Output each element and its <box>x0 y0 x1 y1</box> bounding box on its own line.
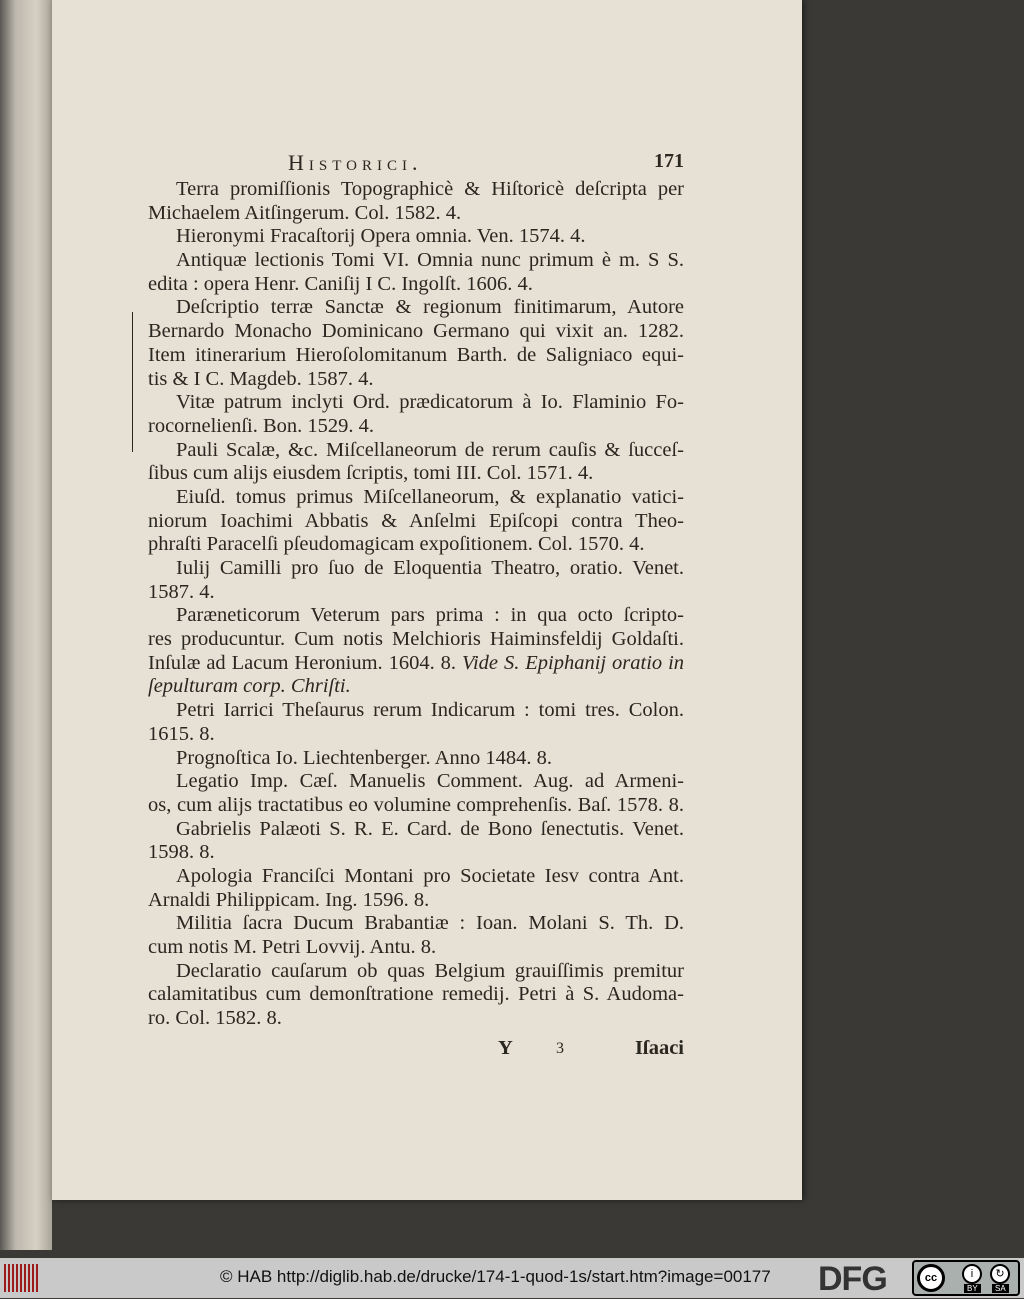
line-text: cum notis M. Petri Lovvij. Antu. 8. <box>148 936 437 958</box>
line-text: Pauli Scalæ, &c. Miſcellaneorum de rerum cauſis & ſucceſ- <box>176 438 684 461</box>
text-line <box>148 604 684 628</box>
page-footer <box>148 1037 684 1077</box>
text-line <box>148 770 684 794</box>
text-line <box>148 841 684 865</box>
line-text: os, cum alijs tractatibus eo volumine comprehenſis. Baſ. 1578. 8. <box>148 793 684 816</box>
text-line <box>148 818 684 842</box>
text-line <box>148 723 684 747</box>
text-line <box>148 983 684 1007</box>
line-text: Legatio Imp. Cæſ. Manuelis Comment. Aug. ad Armeni- <box>176 770 684 793</box>
line-text: Paræneticorum Veterum pars prima : in qua octo ſcripto- <box>176 604 684 627</box>
line-text: Vitæ patrum inclyti Ord. prædicatorum à Io. Flaminio Fo- <box>176 391 684 414</box>
text-line <box>148 865 684 889</box>
text-line <box>148 581 684 605</box>
line-text: rocornelienſi. Bon. 1529. 4. <box>148 414 375 437</box>
previous-page-edge <box>0 0 52 1250</box>
line-text: Terra promiſſionis Topographicè & Hiſtoricè deſcripta per <box>176 178 684 200</box>
text-line <box>148 699 684 723</box>
line-text: ſibus cum alijs eiusdem ſcriptis, tomi III. Col. 1571. 4. <box>148 462 594 485</box>
line-text: res producuntur. Cum notis Melchioris Haiminsfeldij Goldaſti. <box>148 628 684 651</box>
line-text: Prognoſtica Io. Liechtenberger. Anno 1484. 8. <box>176 746 552 769</box>
text-line <box>148 747 684 771</box>
text-line <box>148 652 684 676</box>
line-text: niorum Ioachimi Abbatis & Anſelmi Epiſcopi contra Theo- <box>148 509 684 532</box>
page-text <box>148 150 684 1077</box>
line-text: Arnaldi Philippicam. Ing. 1596. 8. <box>148 888 430 911</box>
by-label: BY <box>964 1284 981 1293</box>
line-text: Inſulæ ad Lacum Heronium. 1604. 8. <box>148 651 457 674</box>
line-text: Declaratio cauſarum ob quas Belgium grauiſſimis premitur <box>176 959 684 982</box>
line-text: Iulij Camilli pro ſuo de Eloquentia Theatro, oratio. Venet. <box>176 557 684 579</box>
footer-bar <box>0 1258 1024 1298</box>
text-line <box>148 557 684 581</box>
text-line <box>148 675 684 699</box>
cc-icon: cc <box>917 1264 945 1292</box>
sa-label: SA <box>992 1284 1009 1293</box>
text-line <box>148 960 684 984</box>
line-text: Gabrielis Palæoti S. R. E. Card. de Bono ſenectutis. Venet. <box>176 817 684 840</box>
margin-bracket <box>132 312 141 452</box>
text-lines <box>148 178 684 1031</box>
text-line <box>148 368 684 392</box>
text-line <box>148 320 684 344</box>
line-text: Bernardo Monacho Dominicano Germano qui vixit an. 1282. <box>148 320 684 343</box>
text-line <box>148 178 684 202</box>
line-text: phraſti Paracelſi pſeudomagicam expoſitionem. Col. 1570. 4. <box>148 533 645 556</box>
signature-number: 3 <box>556 1039 564 1057</box>
page-number: 171 <box>654 150 684 172</box>
text-line <box>148 628 684 652</box>
text-line <box>148 486 684 510</box>
text-line <box>148 249 684 273</box>
line-text: calamitatibus cum demonſtratione remedij. Petri à S. Audoma- <box>148 983 684 1006</box>
line-text: Deſcriptio terræ Sanctæ & regionum finitimarum, Autore <box>176 296 684 319</box>
by-icon: i <box>962 1264 982 1284</box>
line-text: Eiuſd. tomus primus Miſcellaneorum, & explanatio vatici- <box>176 485 684 508</box>
book-page <box>52 0 802 1200</box>
text-line <box>148 936 684 960</box>
text-line <box>148 415 684 439</box>
line-text: Hieronymi Fracaſtorij Opera omnia. Ven. 1574. 4. <box>176 225 586 248</box>
line-text: 1587. 4. <box>148 580 215 603</box>
page-header <box>148 150 684 178</box>
line-text: Item itinerarium Hieroſolomitanum Barth. de Saligniaco equi- <box>148 343 684 366</box>
line-text: tis & I C. Magdeb. 1587. 4. <box>148 367 374 390</box>
text-line <box>148 225 684 249</box>
signature-mark: Y <box>498 1036 513 1059</box>
cc-license-badge[interactable] <box>912 1260 1020 1296</box>
line-text: Michaelem Aitſingerum. Col. 1582. 4. <box>148 201 462 224</box>
text-line <box>148 296 684 320</box>
italic-note: Vide S. Epiphanij oratio in <box>461 651 685 674</box>
dfg-logo: DFG <box>818 1260 887 1298</box>
text-line <box>148 439 684 463</box>
copyright-url[interactable]: © HAB http://diglib.hab.de/drucke/174-1-quod-1s/start.htm?image=00177 <box>220 1267 771 1286</box>
text-line <box>148 912 684 936</box>
text-line <box>148 391 684 415</box>
line-text: Antiquæ lectionis Tomi VI. Omnia nunc primum è m. S S. <box>176 249 684 272</box>
text-line <box>148 794 684 818</box>
line-text: Petri Iarrici Theſaurus rerum Indicarum : tomi tres. Colon. <box>176 699 684 722</box>
line-text: 1598. 8. <box>148 841 215 864</box>
text-line <box>148 510 684 534</box>
text-line <box>148 202 684 226</box>
running-head: Historici. <box>288 150 423 175</box>
text-line <box>148 462 684 486</box>
text-line <box>148 889 684 913</box>
text-line <box>148 1007 684 1031</box>
line-text: Apologia Franciſci Montani pro Societate Iesv contra Ant. <box>176 864 684 887</box>
text-line <box>148 344 684 368</box>
sa-icon: ↻ <box>990 1264 1010 1284</box>
line-text: Militia ſacra Ducum Brabantiæ : Ioan. Molani S. Th. D. <box>176 912 684 935</box>
line-text: edita : opera Henr. Caniſij I C. Ingolſt. 1606. 4. <box>148 272 533 295</box>
line-text: 1615. 8. <box>148 722 215 745</box>
line-text: ro. Col. 1582. 8. <box>148 1007 282 1030</box>
catchword: Iſaaci <box>635 1036 684 1059</box>
text-line <box>148 533 684 557</box>
text-line <box>148 273 684 297</box>
italic-note: ſepulturam corp. Chriſti. <box>148 675 351 698</box>
hab-logo-icon <box>4 1264 38 1292</box>
